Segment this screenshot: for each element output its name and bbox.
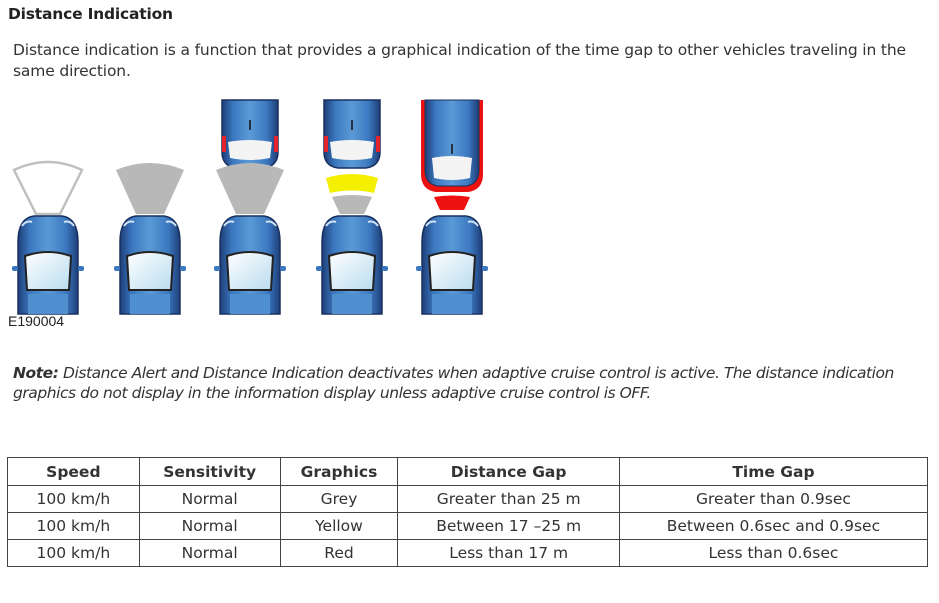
header-time-gap: Time Gap: [619, 458, 927, 486]
header-graphics: Graphics: [280, 458, 398, 486]
distance-indication-table: [7, 457, 928, 567]
note-paragraph: [13, 363, 928, 403]
cell-sensitivity: Normal: [139, 540, 280, 567]
panel-1: [12, 162, 84, 314]
cell-distance-gap: Between 17 –25 m: [398, 513, 619, 540]
cell-speed: 100 km/h: [8, 540, 140, 567]
cell-distance-gap: Greater than 25 m: [398, 486, 619, 513]
cell-time-gap: Between 0.6sec and 0.9sec: [619, 513, 927, 540]
cell-graphics: Grey: [280, 486, 398, 513]
note-text: Distance Alert and Distance Indication deactivates when adaptive cruise control is active. The distance indication graphics do not display in the information display unless adaptive cruise control is OFF.: [13, 364, 894, 402]
cell-speed: 100 km/h: [8, 486, 140, 513]
intro-paragraph: Distance indication is a function that provides a graphical indication of the time gap to other vehicles traveling in the same direction.: [13, 41, 906, 80]
header-sensitivity: Sensitivity: [139, 458, 280, 486]
table-row: [8, 540, 928, 567]
note-label: Note:: [13, 364, 59, 382]
panel-4: [316, 100, 388, 314]
cell-speed: 100 km/h: [8, 513, 140, 540]
table-row: [8, 486, 928, 513]
cell-sensitivity: Normal: [139, 486, 280, 513]
panel-2: [114, 163, 186, 314]
distance-indication-figure: [0, 98, 520, 338]
header-distance-gap: Distance Gap: [398, 458, 619, 486]
section-title: Distance Indication: [8, 5, 173, 23]
cell-graphics: Yellow: [280, 513, 398, 540]
panel-3: [214, 100, 286, 314]
table-row: [8, 513, 928, 540]
header-speed: Speed: [8, 458, 140, 486]
cell-distance-gap: Less than 17 m: [398, 540, 619, 567]
figure-label: E190004: [8, 313, 65, 329]
cell-time-gap: Greater than 0.9sec: [619, 486, 927, 513]
panel-5: [416, 100, 488, 314]
table-header-row: [8, 458, 928, 486]
cell-sensitivity: Normal: [139, 513, 280, 540]
cell-graphics: Red: [280, 540, 398, 567]
cell-time-gap: Less than 0.6sec: [619, 540, 927, 567]
